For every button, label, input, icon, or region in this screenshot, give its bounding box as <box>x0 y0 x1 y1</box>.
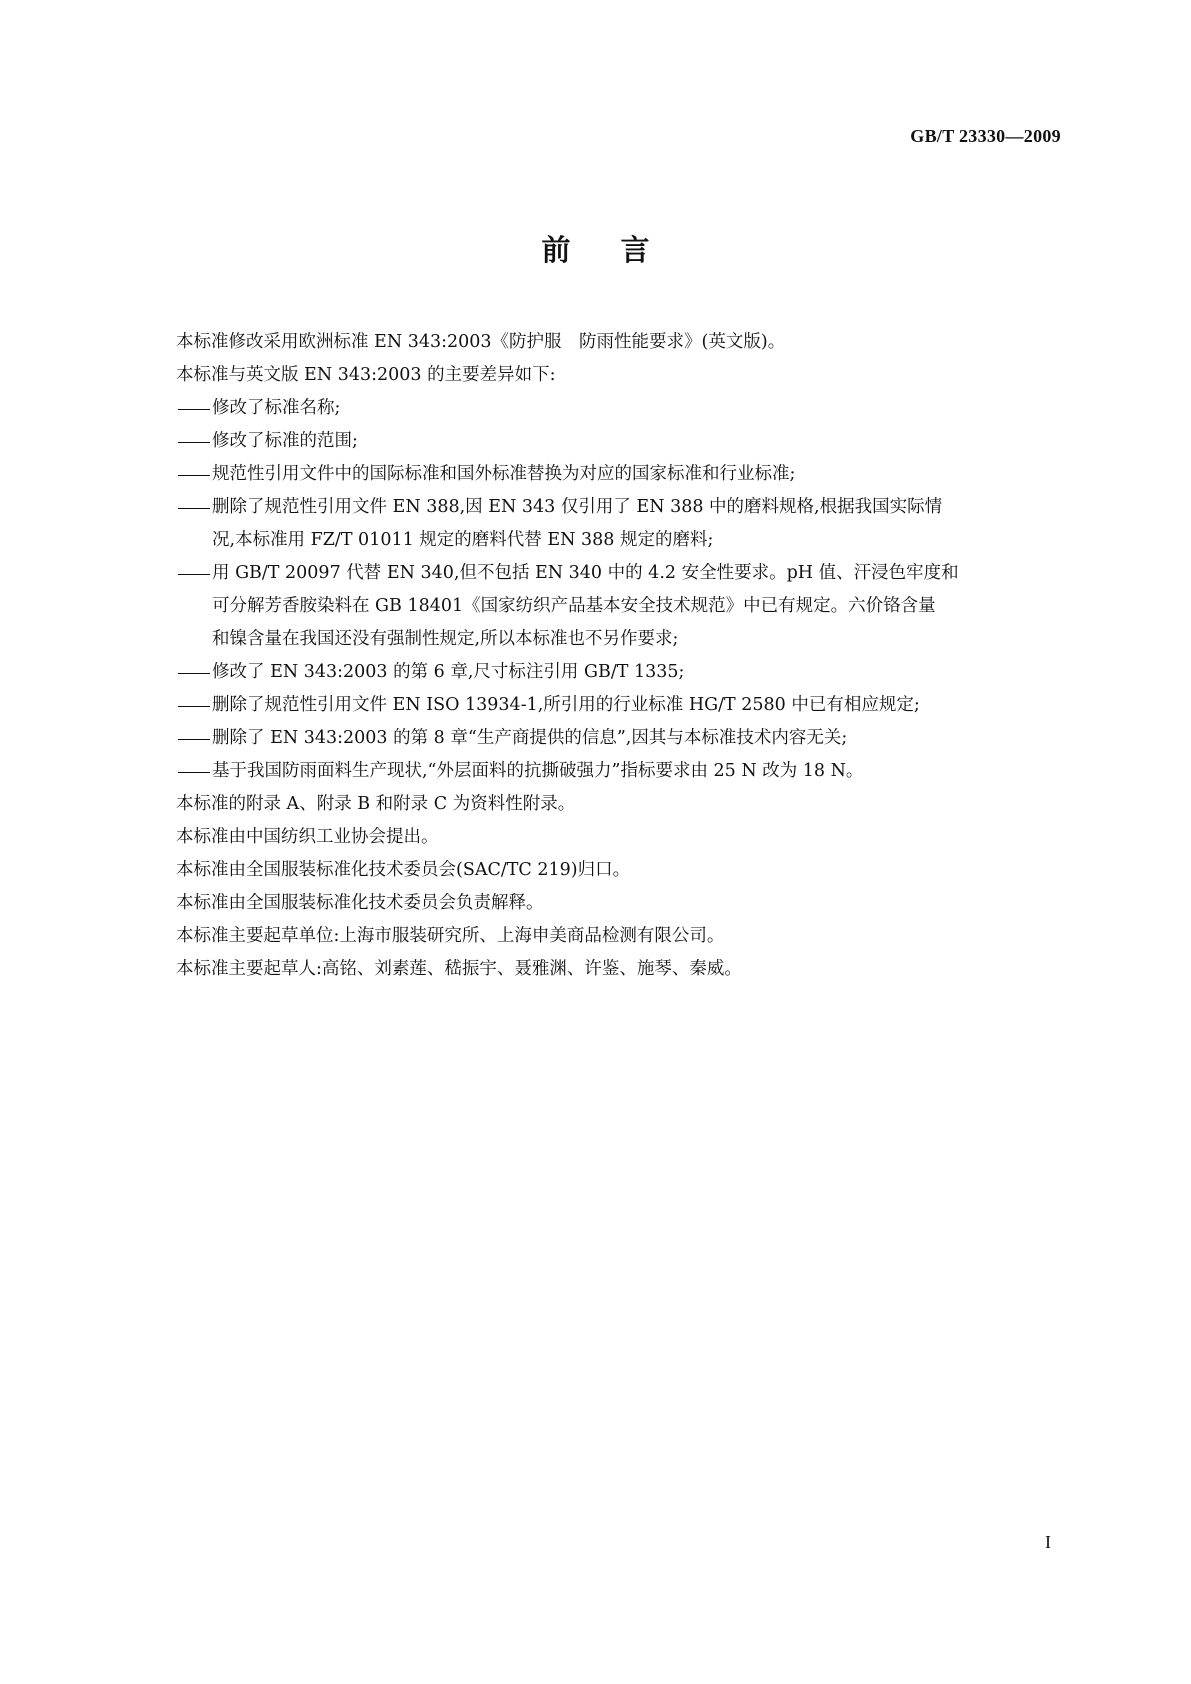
list-item-line: 删除了规范性引用文件 EN ISO 13934-1,所引用的行业标准 HG/T 2580 中已有相应规定; <box>212 695 920 715</box>
page-title: 前言 <box>541 233 700 267</box>
list-item <box>176 491 1066 557</box>
list-item <box>176 458 1066 491</box>
standard-number: GB/T 23330—2009 <box>910 126 1061 146</box>
paragraph-adoption: 本标准修改采用欧洲标准 EN 343:2003《防护服 防雨性能要求》(英文版)。 <box>176 332 786 352</box>
paragraph-administrator: 本标准由全国服装标准化技术委员会(SAC/TC 219)归口。 <box>176 860 631 880</box>
list-item-line: 删除了规范性引用文件 EN 388,因 EN 343 仅引用了 EN 388 中的磨料规格,根据我国实际情 <box>212 497 943 517</box>
list-item-line: 修改了标准的范围; <box>212 431 358 451</box>
list-item <box>176 689 1066 722</box>
list-item <box>176 755 1066 788</box>
list-item-line: 规范性引用文件中的国际标准和国外标准替换为对应的国家标准和行业标准; <box>212 464 796 484</box>
list-item-line: 可分解芳香胺染料在 GB 18401《国家纺织产品基本安全技术规范》中已有规定。六价铬含量 <box>212 596 936 616</box>
foreword-body <box>176 326 1066 986</box>
list-item-line: 修改了 EN 343:2003 的第 6 章,尺寸标注引用 GB/T 1335; <box>212 662 685 682</box>
paragraph-proposer: 本标准由中国纺织工业协会提出。 <box>176 827 439 847</box>
list-item <box>176 656 1066 689</box>
list-item-line: 修改了标准名称; <box>212 398 341 418</box>
list-item-line: 和镍含量在我国还没有强制性规定,所以本标准也不另作要求; <box>212 629 679 649</box>
list-item <box>176 425 1066 458</box>
list-item-line: 用 GB/T 20097 代替 EN 340,但不包括 EN 340 中的 4.2 安全性要求。pH 值、汗浸色牢度和 <box>212 563 959 583</box>
page-number: I <box>1045 1532 1051 1552</box>
list-item-line: 况,本标准用 FZ/T 01011 规定的磨料代替 EN 388 规定的磨料; <box>212 530 714 550</box>
paragraph-differences-intro: 本标准与英文版 EN 343:2003 的主要差异如下: <box>176 365 556 385</box>
list-item <box>176 392 1066 425</box>
paragraph-drafting-units: 本标准主要起草单位:上海市服装研究所、上海申美商品检测有限公司。 <box>176 926 725 946</box>
paragraph-interpretation: 本标准由全国服装标准化技术委员会负责解释。 <box>176 893 544 913</box>
paragraph-drafters: 本标准主要起草人:高铭、刘素莲、嵇振宇、聂雅渊、许鉴、施琴、秦威。 <box>176 959 742 979</box>
list-item-line: 删除了 EN 343:2003 的第 8 章“生产商提供的信息”,因其与本标准技术内容无关; <box>212 728 848 748</box>
list-item <box>176 557 1066 656</box>
list-item-line: 基于我国防雨面料生产现状,“外层面料的抗撕破强力”指标要求由 25 N 改为 18 N。 <box>212 761 864 781</box>
list-item <box>176 722 1066 755</box>
paragraph-annexes: 本标准的附录 A、附录 B 和附录 C 为资料性附录。 <box>176 794 576 814</box>
